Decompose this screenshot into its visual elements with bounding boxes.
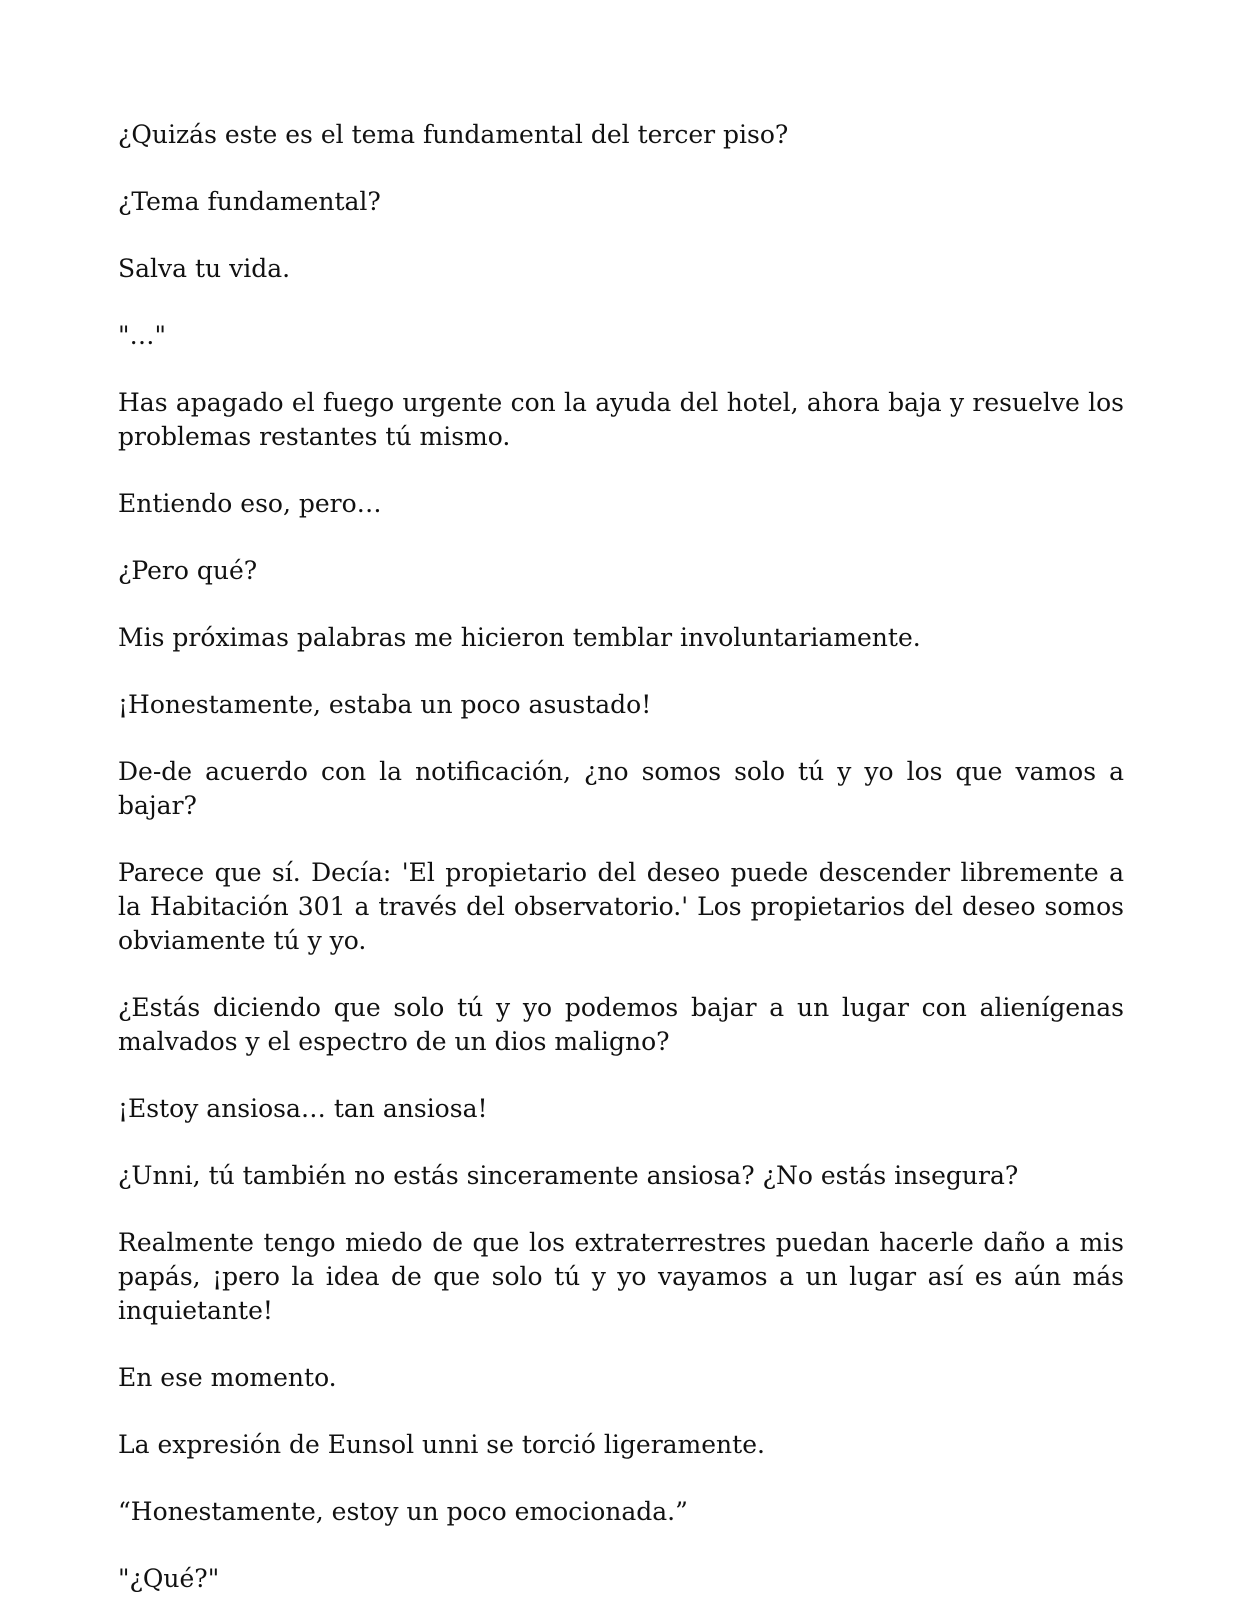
paragraph: ¿Estás diciendo que solo tú y yo podemos bajar a un lugar con alienígenas malvados y el espectro de un dios maligno? bbox=[118, 993, 1124, 1056]
paragraph: Realmente tengo miedo de que los extraterrestres puedan hacerle daño a mis papás, ¡pero la idea de que solo tú y yo vayamos a un lugar así es aún más inquietante! bbox=[118, 1228, 1124, 1325]
paragraph: ¡Honestamente, estaba un poco asustado! bbox=[118, 690, 652, 719]
paragraph: ¿Pero qué? bbox=[118, 556, 258, 585]
paragraph: ¿Unni, tú también no estás sinceramente ansiosa? ¿No estás insegura? bbox=[118, 1161, 1019, 1190]
paragraph: Entiendo eso, pero… bbox=[118, 489, 382, 518]
paragraph: Parece que sí. Decía: 'El propietario del deseo puede descender libremente a la Habitación 301 a través del observatorio.' Los propietarios del deseo somos obviamente tú y yo. bbox=[118, 858, 1124, 955]
paragraph: En ese momento. bbox=[118, 1363, 337, 1392]
paragraph: "¿Qué?" bbox=[118, 1564, 220, 1593]
paragraph: ¡Estoy ansiosa… tan ansiosa! bbox=[118, 1094, 488, 1123]
paragraph: "…" bbox=[118, 321, 166, 350]
paragraph: ¿Quizás este es el tema fundamental del tercer piso? bbox=[118, 120, 789, 149]
paragraph: De-de acuerdo con la notificación, ¿no somos solo tú y yo los que vamos a bajar? bbox=[118, 757, 1124, 820]
document-body bbox=[118, 118, 1124, 1596]
paragraph: Has apagado el fuego urgente con la ayuda del hotel, ahora baja y resuelve los problemas restantes tú mismo. bbox=[118, 388, 1124, 451]
paragraph: ¿Tema fundamental? bbox=[118, 187, 381, 216]
paragraph: La expresión de Eunsol unni se torció ligeramente. bbox=[118, 1430, 765, 1459]
paragraph: Mis próximas palabras me hicieron temblar involuntariamente. bbox=[118, 623, 921, 652]
paragraph: Salva tu vida. bbox=[118, 254, 291, 283]
paragraph: “Honestamente, estoy un poco emocionada.” bbox=[118, 1497, 688, 1526]
